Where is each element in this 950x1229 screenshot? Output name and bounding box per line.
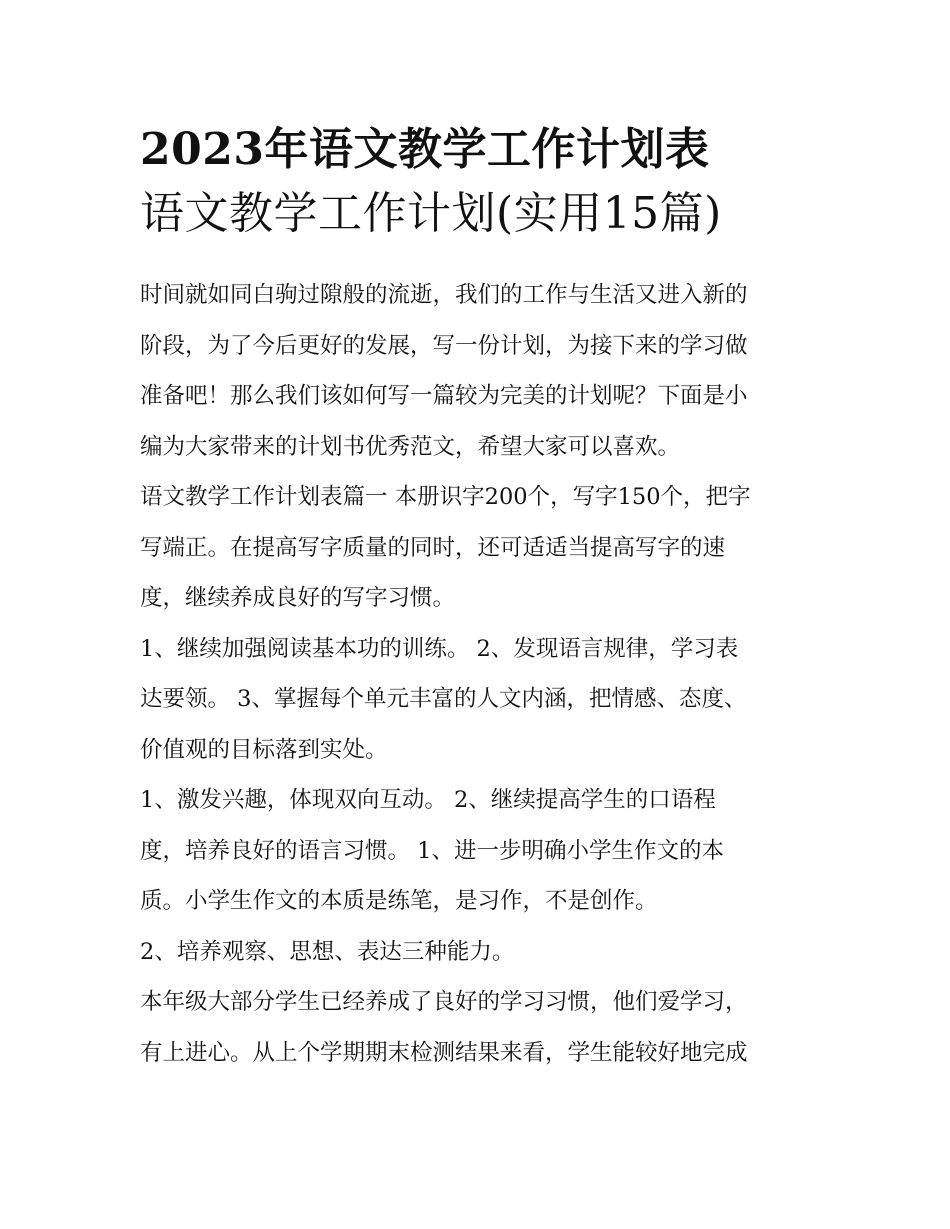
paragraph: [140, 927, 820, 978]
text-line: 价值观的目标落到实处。: [140, 736, 388, 763]
paragraph: [140, 270, 820, 472]
document-content: [140, 118, 820, 1078]
text-line: 度，继续养成良好的写字习惯。: [140, 585, 456, 611]
text-line: 时间就如同白驹过隙般的流逝，我们的工作与生活又进入新的: [140, 282, 748, 308]
text-line: 质。小学生作文的本质是练笔，是习作，不是创作。: [140, 888, 658, 914]
paragraph: [140, 775, 820, 927]
document-body: [140, 270, 820, 1078]
text-line: 编为大家带来的计划书优秀范文，希望大家可以喜欢。: [140, 433, 681, 460]
document-title: 2023年语文教学工作计划表: [140, 124, 710, 175]
text-line: 阶段，为了今后更好的发展，写一份计划，为接下来的学习做: [140, 332, 748, 359]
text-line: 1、激发兴趣，体现双向互动。 2、继续提高学生的口语程: [140, 787, 716, 813]
text-line: 本年级大部分学生已经养成了良好的学习习惯，他们爱学习，: [140, 989, 748, 1015]
text-line: 写端正。在提高写字质量的同时，还可适适当提高写字的速: [140, 534, 726, 561]
text-line: 1、继续加强阅读基本功的训练。 2、发现语言规律，学习表: [140, 635, 739, 662]
paragraph: [140, 624, 820, 776]
text-line: 有上进心。从上个学期期末检测结果来看，学生能较好地完成: [140, 1039, 748, 1066]
paragraph: [140, 472, 820, 624]
document-subtitle: 语文教学工作计划(实用15篇): [140, 188, 722, 239]
text-line: 语文教学工作计划表篇一 本册识字200个，写字150个，把字: [140, 484, 751, 510]
text-line: 度，培养良好的语言习惯。 1、进一步明确小学生作文的本: [140, 837, 724, 864]
text-line: 达要领。 3、掌握每个单元丰富的人文内涵，把情感、态度、: [140, 686, 747, 712]
paragraph: [140, 977, 820, 1078]
text-line: 准备吧！那么我们该如何写一篇较为完美的计划呢？下面是小: [140, 383, 748, 409]
text-line: 2、培养观察、思想、表达三种能力。: [140, 938, 515, 965]
